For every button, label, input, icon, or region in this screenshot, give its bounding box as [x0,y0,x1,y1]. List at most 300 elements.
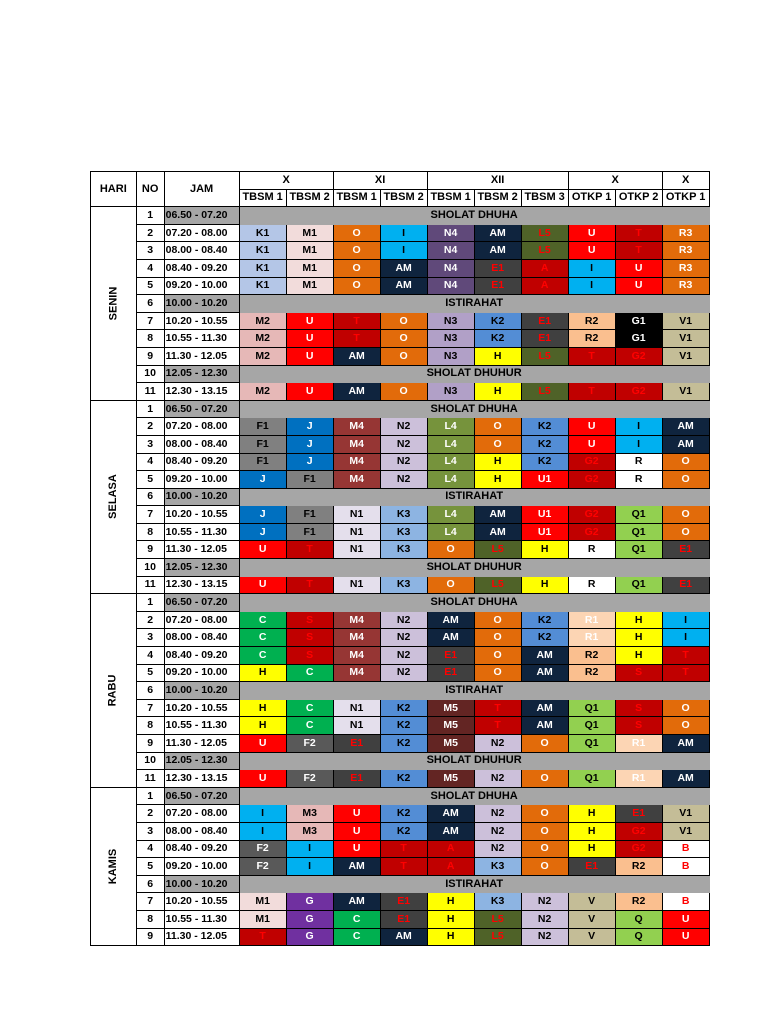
subject-cell: L5 [521,347,568,365]
subject-cell: J [286,418,333,436]
subject-cell: A [427,858,474,876]
table-row [91,383,710,401]
subject-cell: L5 [474,541,521,559]
header-jam: JAM [164,172,239,207]
period-time: 10.55 - 11.30 [164,910,239,928]
period-number: 5 [136,858,164,876]
class-header: TBSM 3 [521,189,568,207]
table-row [91,541,710,559]
period-number: 6 [136,488,164,506]
subject-cell: H [615,611,662,629]
subject-cell: T [568,347,615,365]
subject-cell: K2 [521,418,568,436]
subject-cell: AM [427,805,474,823]
subject-cell: G1 [615,312,662,330]
period-time: 07.20 - 08.00 [164,611,239,629]
subject-cell: F2 [286,735,333,753]
subject-cell: U1 [521,506,568,524]
subject-cell: C [239,611,286,629]
subject-cell: K2 [474,330,521,348]
table-row [91,858,710,876]
subject-cell: L4 [427,435,474,453]
subject-cell: G2 [568,506,615,524]
period-number: 1 [136,787,164,805]
subject-cell: I [615,435,662,453]
subject-cell: U [662,910,709,928]
subject-cell: S [615,664,662,682]
subject-cell: H [568,805,615,823]
period-time: 06.50 - 07.20 [164,594,239,612]
period-time: 08.00 - 08.40 [164,242,239,260]
subject-cell: M4 [333,629,380,647]
subject-cell: E1 [521,330,568,348]
subject-cell: O [427,576,474,594]
subject-cell: N2 [380,647,427,665]
subject-cell: S [286,629,333,647]
subject-cell: E1 [380,910,427,928]
subject-cell: A [427,840,474,858]
subject-cell: O [333,224,380,242]
table-row [91,664,710,682]
header-no: NO [136,172,164,207]
subject-cell: U1 [521,523,568,541]
period-time: 12.30 - 13.15 [164,770,239,788]
subject-cell: AM [380,928,427,946]
table-row [91,928,710,946]
period-number: 11 [136,770,164,788]
subject-cell: M1 [286,224,333,242]
subject-cell: N2 [380,418,427,436]
subject-cell: N2 [474,770,521,788]
subject-cell: Q1 [615,523,662,541]
subject-cell: I [380,242,427,260]
schedule-table [90,171,710,946]
subject-cell: Q1 [568,699,615,717]
period-number: 7 [136,312,164,330]
subject-cell: O [521,770,568,788]
subject-cell: N4 [427,242,474,260]
day-label: SELASA [106,474,119,520]
subject-cell: J [239,523,286,541]
subject-cell: A [521,259,568,277]
subject-cell: R1 [615,770,662,788]
subject-cell: F1 [239,418,286,436]
period-time: 12.30 - 13.15 [164,576,239,594]
subject-cell: U1 [521,471,568,489]
subject-cell: G [286,910,333,928]
subject-cell: I [239,822,286,840]
subject-cell: R1 [568,611,615,629]
period-time: 09.20 - 10.00 [164,664,239,682]
period-time: 10.00 - 10.20 [164,488,239,506]
subject-cell: N3 [427,383,474,401]
period-time: 10.20 - 10.55 [164,893,239,911]
subject-cell: K3 [380,506,427,524]
subject-cell: H [568,840,615,858]
subject-cell: E1 [427,664,474,682]
period-number: 9 [136,347,164,365]
subject-cell: T [380,840,427,858]
table-row [91,365,710,383]
group-x-otkp: X [568,172,662,190]
period-time: 11.30 - 12.05 [164,347,239,365]
subject-cell: U [615,277,662,295]
subject-cell: O [474,435,521,453]
subject-cell: H [474,453,521,471]
subject-cell: O [380,347,427,365]
subject-cell: S [286,611,333,629]
subject-cell: F1 [286,471,333,489]
break-band-istirahat: ISTIRAHAT [239,875,709,893]
subject-cell: AM [662,418,709,436]
table-row [91,770,710,788]
period-time: 08.40 - 09.20 [164,840,239,858]
group-xi: XI [333,172,427,190]
table-row [91,822,710,840]
period-number: 11 [136,576,164,594]
subject-cell: T [239,928,286,946]
subject-cell: N3 [427,330,474,348]
subject-cell: R1 [615,735,662,753]
subject-cell: N2 [521,910,568,928]
subject-cell: H [521,541,568,559]
subject-cell: Q1 [615,576,662,594]
subject-cell: O [521,858,568,876]
subject-cell: A [521,277,568,295]
subject-cell: I [286,858,333,876]
period-time: 06.50 - 07.20 [164,400,239,418]
subject-cell: J [286,453,333,471]
table-row [91,418,710,436]
subject-cell: R2 [568,330,615,348]
table-row [91,488,710,506]
subject-cell: N1 [333,541,380,559]
subject-cell: Q1 [568,735,615,753]
period-number: 3 [136,822,164,840]
day-label: SENIN [106,286,119,321]
subject-cell: E1 [662,541,709,559]
table-row [91,330,710,348]
subject-cell: T [568,383,615,401]
subject-cell: C [286,699,333,717]
period-time: 12.05 - 12.30 [164,365,239,383]
subject-cell: N3 [427,312,474,330]
period-number: 7 [136,506,164,524]
subject-cell: N2 [474,805,521,823]
subject-cell: N2 [380,611,427,629]
subject-cell: B [662,893,709,911]
subject-cell: K3 [380,576,427,594]
subject-cell: AM [333,858,380,876]
subject-cell: E1 [333,770,380,788]
subject-cell: L5 [474,928,521,946]
subject-cell: N4 [427,224,474,242]
subject-cell: N2 [380,435,427,453]
subject-cell: G [286,893,333,911]
table-row [91,629,710,647]
subject-cell: C [333,928,380,946]
subject-cell: R [568,541,615,559]
table-row [91,910,710,928]
subject-cell: AM [662,435,709,453]
day-label-cell [91,594,137,788]
subject-cell: K3 [380,541,427,559]
subject-cell: O [521,840,568,858]
subject-cell: M1 [286,277,333,295]
subject-cell: M1 [286,259,333,277]
group-x-tbsm: X [239,172,333,190]
subject-cell: K2 [521,629,568,647]
subject-cell: S [615,717,662,735]
subject-cell: C [286,664,333,682]
period-time: 12.05 - 12.30 [164,752,239,770]
subject-cell: Q [615,910,662,928]
subject-cell: R2 [568,647,615,665]
subject-cell: I [568,259,615,277]
table-row [91,435,710,453]
period-time: 09.20 - 10.00 [164,277,239,295]
class-header: TBSM 1 [427,189,474,207]
subject-cell: O [521,822,568,840]
break-band-istirahat: ISTIRAHAT [239,295,709,313]
subject-cell: M3 [286,822,333,840]
table-row [91,893,710,911]
subject-cell: L4 [427,523,474,541]
period-time: 10.00 - 10.20 [164,295,239,313]
day-label: RABU [106,674,119,707]
break-band-dhuha: SHOLAT DHUHA [239,594,709,612]
subject-cell: O [380,312,427,330]
period-number: 1 [136,400,164,418]
period-time: 11.30 - 12.05 [164,735,239,753]
subject-cell: E1 [474,259,521,277]
subject-cell: U [239,541,286,559]
period-time: 06.50 - 07.20 [164,207,239,225]
break-band-dhuha: SHOLAT DHUHA [239,400,709,418]
subject-cell: U [286,383,333,401]
period-number: 9 [136,735,164,753]
subject-cell: O [333,259,380,277]
subject-cell: V1 [662,312,709,330]
subject-cell: M2 [239,330,286,348]
subject-cell: O [474,611,521,629]
subject-cell: K2 [380,735,427,753]
day-label-cell [91,207,137,401]
period-time: 08.40 - 09.20 [164,647,239,665]
subject-cell: U [286,330,333,348]
subject-cell: R [615,471,662,489]
period-time: 11.30 - 12.05 [164,928,239,946]
subject-cell: O [521,805,568,823]
subject-cell: O [380,330,427,348]
subject-cell: U [333,805,380,823]
subject-cell: R [615,453,662,471]
subject-cell: N1 [333,523,380,541]
subject-cell: G1 [615,330,662,348]
subject-cell: T [333,330,380,348]
period-time: 10.55 - 11.30 [164,523,239,541]
subject-cell: T [662,664,709,682]
period-number: 8 [136,523,164,541]
period-number: 7 [136,893,164,911]
subject-cell: AM [662,735,709,753]
subject-cell: L4 [427,418,474,436]
subject-cell: M4 [333,435,380,453]
period-number: 6 [136,295,164,313]
table-row [91,400,710,418]
subject-cell: K1 [239,242,286,260]
subject-cell: F1 [239,453,286,471]
subject-cell: AM [521,717,568,735]
table-row [91,453,710,471]
subject-cell: AM [380,277,427,295]
subject-cell: L5 [474,910,521,928]
subject-cell: K2 [521,435,568,453]
period-number: 10 [136,559,164,577]
subject-cell: L5 [521,224,568,242]
table-row [91,576,710,594]
schedule-body [91,207,710,946]
subject-cell: F2 [239,840,286,858]
period-time: 10.55 - 11.30 [164,330,239,348]
table-row [91,347,710,365]
subject-cell: I [380,224,427,242]
period-time: 07.20 - 08.00 [164,805,239,823]
subject-cell: N2 [380,471,427,489]
period-number: 2 [136,805,164,823]
subject-cell: T [615,242,662,260]
subject-cell: O [662,471,709,489]
subject-cell: M4 [333,611,380,629]
subject-cell: T [286,541,333,559]
period-number: 4 [136,840,164,858]
break-band-dhuha: SHOLAT DHUHA [239,207,709,225]
subject-cell: AM [333,893,380,911]
subject-cell: K2 [380,699,427,717]
period-time: 09.20 - 10.00 [164,471,239,489]
subject-cell: U [333,840,380,858]
subject-cell: O [474,629,521,647]
subject-cell: C [239,647,286,665]
subject-cell: M4 [333,664,380,682]
period-time: 10.00 - 10.20 [164,875,239,893]
subject-cell: J [239,506,286,524]
subject-cell: F2 [286,770,333,788]
subject-cell: AM [521,664,568,682]
subject-cell: R2 [568,664,615,682]
table-row [91,506,710,524]
subject-cell: F2 [239,858,286,876]
subject-cell: G2 [568,471,615,489]
subject-cell: R2 [615,858,662,876]
subject-cell: N2 [380,453,427,471]
day-label-cell [91,400,137,594]
period-number: 8 [136,910,164,928]
subject-cell: E1 [615,805,662,823]
break-band-istirahat: ISTIRAHAT [239,682,709,700]
subject-cell: U [239,770,286,788]
subject-cell: L4 [427,471,474,489]
table-row [91,523,710,541]
subject-cell: K2 [380,717,427,735]
subject-cell: S [615,699,662,717]
subject-cell: B [662,840,709,858]
subject-cell: E1 [427,647,474,665]
subject-cell: M4 [333,418,380,436]
subject-cell: M5 [427,699,474,717]
period-time: 12.30 - 13.15 [164,383,239,401]
subject-cell: E1 [568,858,615,876]
subject-cell: G [286,928,333,946]
subject-cell: N1 [333,506,380,524]
table-row [91,242,710,260]
subject-cell: U [239,576,286,594]
subject-cell: T [474,717,521,735]
subject-cell: O [662,699,709,717]
group-x-otkp-1: X [662,172,709,190]
subject-cell: U [239,735,286,753]
subject-cell: N2 [521,893,568,911]
period-number: 5 [136,664,164,682]
period-number: 6 [136,875,164,893]
subject-cell: I [662,611,709,629]
subject-cell: R2 [615,893,662,911]
subject-cell: Q [615,928,662,946]
day-label-cell [91,787,137,945]
period-time: 06.50 - 07.20 [164,787,239,805]
subject-cell: M5 [427,770,474,788]
period-number: 8 [136,717,164,735]
period-number: 4 [136,453,164,471]
class-header: OTKP 1 [568,189,615,207]
subject-cell: T [474,699,521,717]
table-row [91,295,710,313]
subject-cell: Q1 [615,541,662,559]
day-label: KAMIS [106,848,119,885]
period-time: 07.20 - 08.00 [164,418,239,436]
period-time: 09.20 - 10.00 [164,858,239,876]
table-row [91,717,710,735]
subject-cell: N2 [474,822,521,840]
class-header: TBSM 2 [474,189,521,207]
subject-cell: K2 [521,453,568,471]
subject-cell: I [286,840,333,858]
table-row [91,875,710,893]
period-number: 2 [136,611,164,629]
subject-cell: R3 [662,259,709,277]
subject-cell: H [427,910,474,928]
subject-cell: AM [474,242,521,260]
subject-cell: K2 [380,822,427,840]
period-number: 8 [136,330,164,348]
subject-cell: O [380,383,427,401]
subject-cell: T [286,576,333,594]
subject-cell: V1 [662,805,709,823]
subject-cell: U [286,312,333,330]
subject-cell: J [286,435,333,453]
period-time: 08.00 - 08.40 [164,435,239,453]
subject-cell: H [568,822,615,840]
period-number: 7 [136,699,164,717]
subject-cell: K3 [380,523,427,541]
subject-cell: H [239,699,286,717]
period-number: 4 [136,259,164,277]
subject-cell: L4 [427,453,474,471]
subject-cell: R2 [568,312,615,330]
subject-cell: G2 [615,840,662,858]
period-time: 08.40 - 09.20 [164,453,239,471]
class-header: TBSM 1 [239,189,286,207]
